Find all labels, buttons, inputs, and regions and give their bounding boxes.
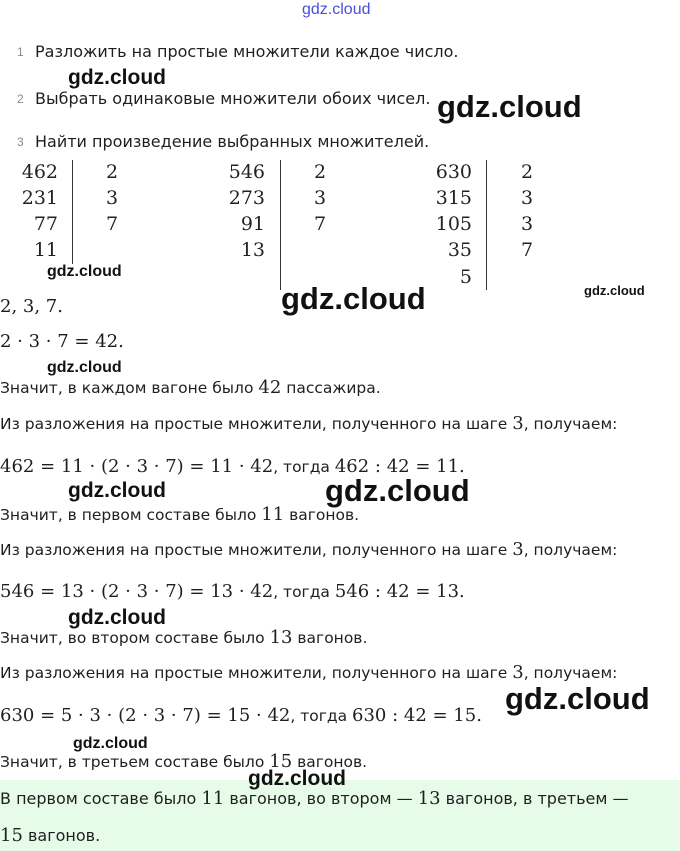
dividend: 273 (228, 187, 265, 209)
equation: 462 : 42 = 11. (334, 456, 465, 477)
text: , тогда (273, 583, 335, 601)
common-factors: 2, 3, 7. (0, 296, 63, 317)
dividend: 462 (21, 161, 58, 183)
watermark: gdz.cloud (437, 89, 582, 124)
number: 13 (417, 788, 441, 809)
dividend: 546 (228, 161, 265, 183)
equation: 630 : 42 = 15. (352, 705, 482, 726)
text: , тогда (273, 458, 335, 476)
watermark: gdz.cloud (73, 735, 148, 752)
watermark: gdz.cloud (325, 473, 470, 508)
from-factorization-line (0, 662, 617, 683)
text: вагонов, во втором — (224, 789, 418, 808)
text: В первом составе было (0, 789, 202, 808)
dividend: 105 (435, 213, 472, 235)
text: Из разложения на простые множители, полученного на шаге (0, 415, 513, 433)
equation-line (0, 581, 465, 602)
dividend: 77 (33, 213, 58, 235)
text: вагонов. (292, 629, 368, 647)
text: Значит, во втором составе было (0, 629, 270, 647)
dividend: 35 (447, 239, 472, 261)
dividend: 630 (435, 161, 472, 183)
watermark-top: gdz.cloud (302, 1, 371, 18)
number: 13 (269, 627, 293, 648)
watermark: gdz.cloud (68, 606, 166, 629)
prime-factor: 2 (106, 161, 119, 183)
step-number: 2 (17, 92, 24, 106)
text: вагонов. (292, 753, 368, 771)
division-line (486, 160, 487, 290)
text: , получаем: (523, 415, 618, 433)
step-text: Найти произведение выбранных множителей. (35, 132, 430, 151)
number: 11 (201, 788, 225, 809)
step-text: Разложить на простые множители каждое число. (35, 42, 459, 61)
text: Значит, в каждом вагоне было (0, 379, 259, 397)
watermark: gdz.cloud (68, 479, 166, 502)
prime-factor: 3 (314, 187, 327, 209)
number: 3 (512, 539, 524, 560)
dividend: 5 (459, 266, 472, 288)
division-line (72, 160, 73, 264)
equation: 630 = 5 · 3 · (2 · 3 · 7) = 15 · 42 (0, 705, 291, 726)
dividend: 11 (33, 239, 58, 261)
from-factorization-line (0, 539, 617, 560)
number: 15 (269, 751, 293, 772)
answer-line (0, 788, 629, 809)
watermark: gdz.cloud (505, 681, 650, 716)
dividend: 13 (240, 239, 265, 261)
text: , получаем: (523, 541, 618, 559)
prime-factor: 3 (521, 213, 534, 235)
dividend: 91 (240, 213, 265, 235)
step-number: 3 (17, 135, 24, 149)
text: Из разложения на простые множители, полученного на шаге (0, 664, 513, 682)
prime-factor: 3 (106, 187, 119, 209)
division-line (280, 160, 281, 290)
step-number: 1 (17, 45, 24, 59)
text: вагонов, в третьем — (440, 789, 629, 808)
prime-factor: 3 (521, 187, 534, 209)
prime-factor: 7 (521, 239, 534, 261)
text: Значит, в первом составе было (0, 506, 262, 524)
number: 15 (0, 825, 23, 846)
watermark: gdz.cloud (248, 767, 346, 790)
dividend: 315 (435, 187, 472, 209)
text: пассажира. (281, 379, 381, 397)
watermark: gdz.cloud (281, 281, 426, 316)
number: 3 (512, 662, 524, 683)
watermark: gdz.cloud (47, 263, 122, 280)
text: , получаем: (523, 664, 618, 682)
number: 3 (512, 413, 524, 434)
equation: 462 = 11 · (2 · 3 · 7) = 11 · 42 (0, 456, 274, 477)
text: вагонов. (22, 826, 101, 845)
prime-factor: 7 (314, 213, 327, 235)
dividend: 231 (21, 187, 58, 209)
text: , тогда (290, 707, 353, 725)
prime-factor: 7 (106, 213, 119, 235)
step-text: Выбрать одинаковые множители обоих чисел. (35, 89, 431, 108)
product-line: 2 · 3 · 7 = 42. (0, 331, 124, 352)
text: Значит, в третьем составе было (0, 753, 270, 771)
from-factorization-line (0, 413, 617, 434)
result-line (0, 504, 359, 525)
prime-factor: 2 (314, 161, 327, 183)
prime-factor: 2 (521, 161, 534, 183)
text: Из разложения на простые множители, полученного на шаге (0, 541, 513, 559)
number: 42 (258, 377, 282, 398)
number: 11 (261, 504, 285, 525)
watermark: gdz.cloud (68, 66, 166, 89)
watermark: gdz.cloud (584, 283, 645, 298)
answer-line (0, 825, 100, 846)
equation: 546 = 13 · (2 · 3 · 7) = 13 · 42 (0, 581, 274, 602)
equation: 546 : 42 = 13. (334, 581, 465, 602)
watermark: gdz.cloud (47, 359, 122, 376)
passengers-line (0, 377, 381, 398)
equation-line (0, 705, 482, 726)
result-line (0, 627, 367, 648)
text: вагонов. (284, 506, 360, 524)
